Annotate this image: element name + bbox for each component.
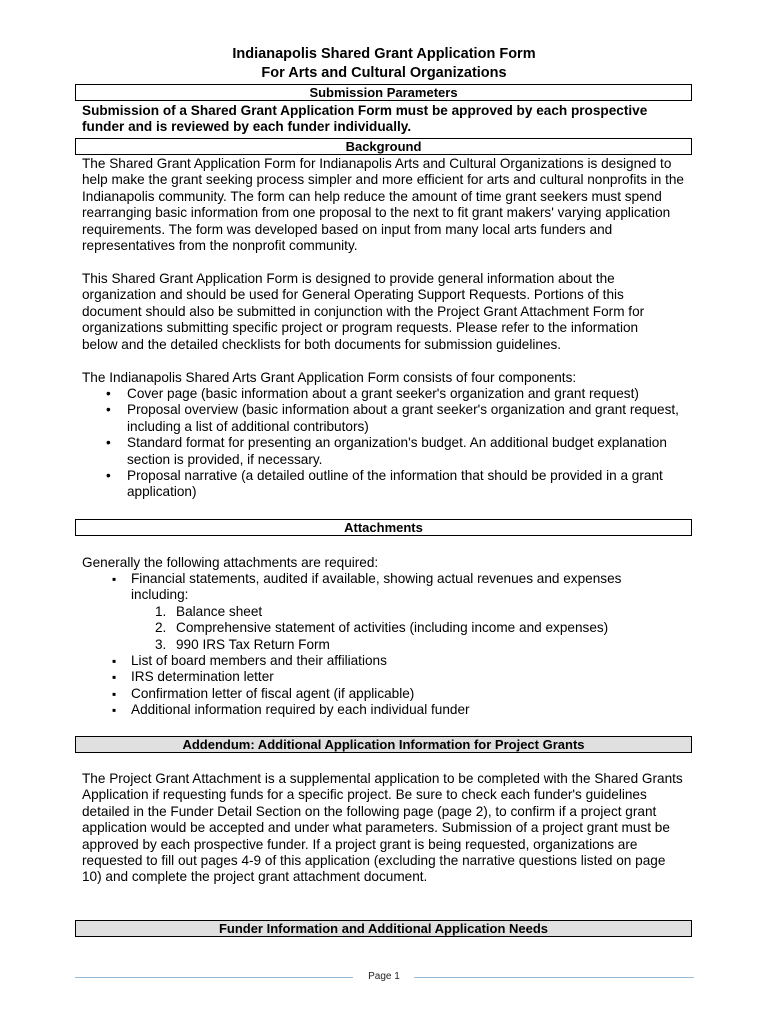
attachments-intro: Generally the following attachments are required: bbox=[82, 555, 379, 570]
list-item: ▪ Confirmation letter of fiscal agent (if applicable) bbox=[131, 686, 652, 702]
list-item bbox=[131, 571, 652, 604]
footer-rule-left bbox=[75, 977, 353, 978]
funder-information-heading: Funder Information and Additional Application Needs bbox=[75, 920, 692, 937]
attachments-heading: Attachments bbox=[75, 519, 692, 536]
financial-statements-label: Financial statements, audited if available, showing actual revenues and expenses including: bbox=[131, 571, 622, 603]
list-item: • Proposal narrative (a detailed outline of the information that should be provided in a grant application) bbox=[127, 468, 682, 501]
submission-parameters-text: Submission of a Shared Grant Application Form must be approved by each prospective funder and is reviewed by each funder individually. bbox=[82, 103, 648, 135]
footer-rule-right bbox=[414, 977, 694, 978]
list-item: • Cover page (basic information about a grant seeker's organization and grant request) bbox=[127, 386, 682, 402]
list-item: 2. Comprehensive statement of activities (including income and expenses) bbox=[155, 620, 609, 636]
background-paragraph-2: This Shared Grant Application Form is designed to provide general information about the organization and should be used for General Operating Support Requests. Portions of this document should also be submitted in conjunction with the Project Grant Attachment Form for organizations submitting specific project or program requests. Please refer to the information below and the detailed checklists for both documents for submission guidelines. bbox=[82, 271, 645, 352]
document-title: Indianapolis Shared Grant Application Form bbox=[232, 46, 536, 62]
list-item: ▪ Additional information required by each individual funder bbox=[131, 702, 652, 718]
list-item: ▪ List of board members and their affiliations bbox=[131, 653, 652, 669]
components-list bbox=[82, 386, 682, 501]
list-item: 1. Balance sheet bbox=[155, 603, 263, 619]
submission-parameters-heading: Submission Parameters bbox=[75, 84, 692, 101]
list-item: 3. 990 IRS Tax Return Form bbox=[155, 636, 330, 652]
background-heading: Background bbox=[75, 138, 692, 155]
addendum-heading: Addendum: Additional Application Information for Project Grants bbox=[75, 736, 692, 753]
document-subtitle: For Arts and Cultural Organizations bbox=[261, 65, 507, 81]
page-number: Page 1 bbox=[368, 971, 400, 982]
background-paragraph-3: The Indianapolis Shared Arts Grant Application Form consists of four components: bbox=[82, 370, 577, 385]
addendum-text: The Project Grant Attachment is a supplemental application to be completed with the Shared Grants Application if requesting funds for a specific project. Be sure to check each funder's guidelines detailed in the Funder Detail Section on the following page (page 2), to confirm if a project grant application would be accepted and under what parameters. Submission of a project grant must be approved by each prospective funder. If a project grant is being requested, organizations are requested to fill out pages 4-9 of this application (excluding the narrative questions listed on page 10) and complete the project grant attachment document. bbox=[82, 771, 683, 885]
list-item: ▪ IRS determination letter bbox=[131, 669, 652, 685]
background-paragraph-1: The Shared Grant Application Form for Indianapolis Arts and Cultural Organizations is designed to help make the grant seeking process simpler and more efficient for arts and cultural nonprofits in the Indianapolis community. The form can help reduce the amount of time grant seekers must spend rearranging basic information from one proposal to the next to fit grant makers' varying application requirements. The form was developed based on input from many local arts funders and representatives from the nonprofit community. bbox=[82, 156, 684, 254]
list-item: • Proposal overview (basic information about a grant seeker's organization and grant request, including a list of additional contributors) bbox=[127, 402, 682, 435]
list-item: • Standard format for presenting an organization's budget. An additional budget explanation section is provided, if necessary. bbox=[127, 435, 682, 468]
attachments-list bbox=[82, 571, 652, 719]
